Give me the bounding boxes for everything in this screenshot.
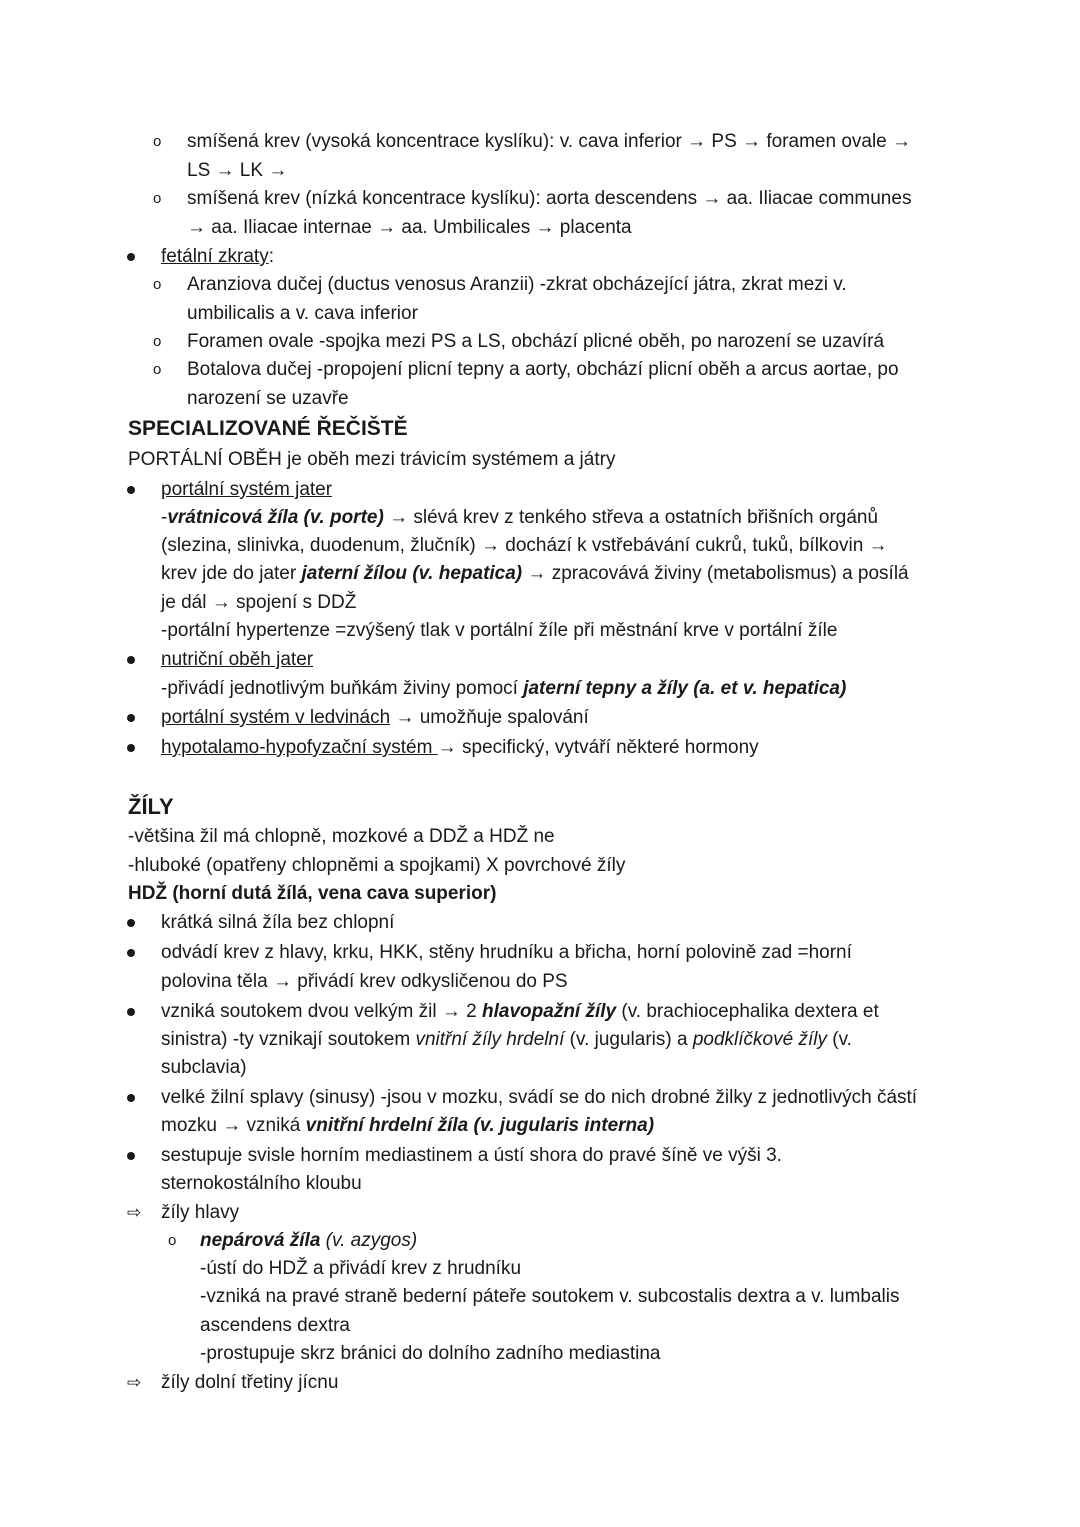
text-line: umbilicalis a v. cava inferior — [187, 303, 418, 324]
text-line: velké žilní splavy (sinusy) -jsou v mozku, svádí se do nich drobné žilky z jednotlivých částí — [161, 1087, 918, 1108]
text-line: -portální hypertenze =zvýšený tlak v portální žíle při městnání krve v portální žíle — [161, 620, 838, 641]
text-fragment: (v. jugularis) a — [564, 1029, 693, 1050]
text-line: Foramen ovale -spojka mezi PS a LS, obchází plicné oběh, po narození se uzavírá — [187, 331, 885, 352]
text-line: (slezina, slinivka, duodenum, žlučník) → dochází k vstřebávání cukrů, tuků, bílkovin → — [161, 535, 888, 556]
text-fragment: -přivádí jednotlivým buňkám živiny pomocí — [161, 678, 524, 699]
bullet-icon — [127, 1094, 135, 1102]
bullet-icon — [127, 919, 135, 927]
bullet-icon — [127, 486, 135, 494]
emphasis: nepárová žíla — [200, 1230, 321, 1251]
text-line: smíšená krev (vysoká koncentrace kyslíku): v. cava inferior → PS → foramen ovale → — [187, 131, 912, 152]
text-line: smíšená krev (nízká koncentrace kyslíku): aorta descendens → aa. Iliacae communes — [187, 188, 912, 209]
text-fragment: : — [268, 246, 274, 267]
text-line: -prostupuje skrz bránici do dolního zadního mediastina — [200, 1343, 661, 1364]
section-heading: ŽÍLY — [128, 794, 174, 819]
underlined-heading: portální systém jater — [161, 479, 333, 500]
text-line: sternokostálního kloubu — [161, 1173, 362, 1194]
circle-bullet-icon: o — [153, 133, 162, 150]
text-line: sestupuje svisle horním mediastinem a ústí shora do pravé šíně ve výši 3. — [161, 1145, 782, 1166]
text-line — [161, 243, 274, 271]
text-line — [161, 1112, 654, 1140]
text-line — [161, 504, 878, 532]
circle-bullet-icon: o — [153, 276, 162, 293]
bullet-icon — [127, 714, 135, 722]
text-line — [200, 1227, 417, 1255]
text-line: -většina žil má chlopně, mozkové a DDŽ a HDŽ ne — [128, 826, 555, 847]
text-line: -hluboké (opatřeny chlopněmi a spojkami) X povrchové žíly — [128, 855, 626, 876]
emphasis: vnitřní žíly hrdelní — [415, 1029, 565, 1050]
subheading: HDŽ (horní dutá žílá, vena cava superior) — [128, 883, 497, 904]
text-line: je dál → spojení s DDŽ — [161, 592, 357, 613]
emphasis: hlavopažní žíly — [482, 1001, 617, 1022]
text-line — [161, 998, 879, 1026]
underlined-heading: nutriční oběh jater — [161, 649, 314, 670]
bullet-icon — [127, 1008, 135, 1016]
text-line: LS → LK → — [187, 160, 288, 181]
circle-bullet-icon: o — [153, 361, 162, 378]
text-line — [161, 675, 846, 703]
text-line: Botalova dučej -propojení plicní tepny a aorty, obchází plicní oběh a arcus aortae, po — [187, 359, 899, 380]
emphasis: (v. azygos) — [320, 1230, 418, 1251]
text-line: žíly dolní třetiny jícnu — [161, 1372, 339, 1393]
text-fragment: (v. — [826, 1029, 852, 1050]
text-line: PORTÁLNÍ OBĚH je oběh mezi trávicím systémem a játry — [128, 449, 616, 470]
emphasis: vnitřní hrdelní žíla (v. jugularis interna) — [305, 1115, 655, 1136]
text-line: → aa. Iliacae internae → aa. Umbilicales → placenta — [187, 217, 632, 238]
text-fragment: - — [161, 507, 168, 528]
text-line: žíly hlavy — [161, 1202, 240, 1223]
text-line: narození se uzavře — [187, 388, 349, 409]
text-line — [161, 1026, 852, 1054]
text-line — [161, 734, 759, 762]
underlined-heading: portální systém v ledvinách — [161, 707, 391, 728]
text-fragment: vzniká soutokem dvou velkým žil → 2 — [161, 1001, 483, 1022]
text-line: odvádí krev z hlavy, krku, HKK, stěny hrudníku a břicha, horní polovině zad =horní — [161, 942, 852, 963]
text-line: polovina těla → přivádí krev odkysličenou do PS — [161, 971, 568, 992]
text-line: subclavia) — [161, 1057, 247, 1078]
bullet-icon — [127, 949, 135, 957]
text-fragment: mozku → vzniká — [161, 1115, 306, 1136]
text-fragment: → zpracovává živiny (metabolismus) a posílá — [522, 563, 909, 584]
text-fragment: → slévá krev z tenkého střeva a ostatních břišních orgánů — [383, 507, 879, 528]
circle-bullet-icon: o — [153, 333, 162, 350]
arrow-bullet-icon: ⇨ — [127, 1203, 142, 1222]
text-line: Aranziova dučej (ductus venosus Aranzii) -zkrat obcházející játra, zkrat mezi v. — [187, 274, 847, 295]
text-line — [161, 560, 909, 588]
emphasis: jaterní tepny a žíly (a. et v. hepatica) — [523, 678, 847, 699]
text-line — [161, 704, 589, 732]
underlined-heading: fetální zkraty — [161, 246, 269, 267]
underlined-heading: hypotalamo-hypofyzační systém — [161, 737, 438, 758]
emphasis: vrátnicová žíla (v. porte) — [167, 507, 384, 528]
circle-bullet-icon: o — [168, 1232, 177, 1249]
text-fragment: → specifický, vytváří některé hormony — [437, 737, 759, 758]
text-line: krátká silná žíla bez chlopní — [161, 912, 395, 933]
text-fragment: (v. brachiocephalika dextera et — [616, 1001, 879, 1022]
emphasis: jaterní žílou (v. hepatica) — [301, 563, 523, 584]
text-line: -ústí do HDŽ a přivádí krev z hrudníku — [200, 1258, 522, 1279]
bullet-icon — [127, 253, 135, 261]
text-fragment: krev jde do jater — [161, 563, 302, 584]
bullet-icon — [127, 1152, 135, 1160]
text-line: ascendens dextra — [200, 1315, 350, 1336]
text-fragment: → umožňuje spalování — [390, 707, 589, 728]
circle-bullet-icon: o — [153, 190, 162, 207]
bullet-icon — [127, 744, 135, 752]
text-fragment: sinistra) -ty vznikají soutokem — [161, 1029, 416, 1050]
section-heading: SPECIALIZOVANÉ ŘEČIŠTĚ — [128, 417, 408, 440]
emphasis: podklíčkové žíly — [692, 1029, 827, 1050]
bullet-icon — [127, 656, 135, 664]
text-line: -vzniká na pravé straně bederní páteře soutokem v. subcostalis dextra a v. lumbalis — [200, 1286, 900, 1307]
arrow-bullet-icon: ⇨ — [127, 1373, 142, 1392]
